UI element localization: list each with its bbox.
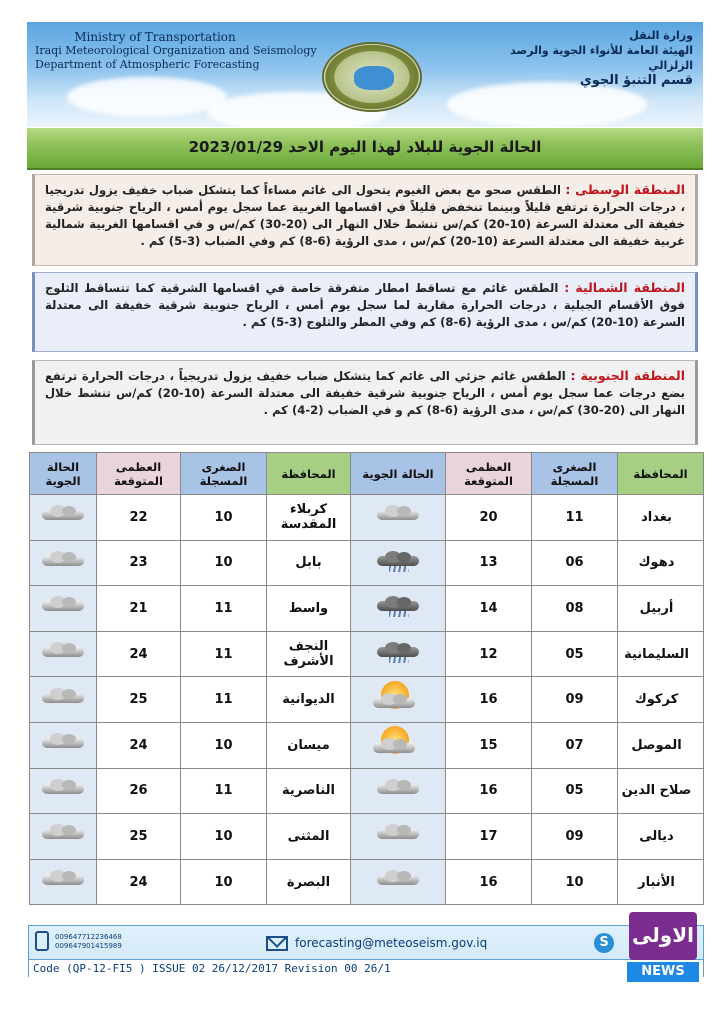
header-english — [35, 30, 317, 72]
condition-cell — [30, 677, 97, 723]
max-temp-cell: 16 — [446, 859, 532, 905]
governorate-cell: ديالى — [618, 814, 704, 860]
cloud-icon — [34, 778, 92, 800]
min-temp-cell: 11 — [181, 586, 267, 632]
condition-cell — [30, 495, 97, 541]
forecast-table — [29, 452, 704, 905]
region-north — [32, 272, 698, 352]
cloud-icon — [369, 869, 427, 891]
sun-cloud-icon — [369, 726, 427, 760]
max-temp-cell: 16 — [446, 768, 532, 814]
table-row — [30, 814, 704, 860]
max-temp-cell: 17 — [446, 814, 532, 860]
condition-cell — [351, 768, 446, 814]
governorate-cell: البصرة — [267, 859, 351, 905]
max-temp-cell: 16 — [446, 677, 532, 723]
header-gov: المحافظة — [618, 453, 704, 495]
governorate-cell: بابل — [267, 540, 351, 586]
header-max: العظمى المتوقعة — [446, 453, 532, 495]
max-temp-cell: 21 — [97, 586, 181, 632]
header-min: الصغرى المسجلة — [181, 453, 267, 495]
min-temp-cell: 11 — [181, 631, 267, 677]
min-temp-cell: 11 — [181, 677, 267, 723]
governorate-cell: دهوك — [618, 540, 704, 586]
header-cond: الحالة الجوية — [30, 453, 97, 495]
table-row — [30, 768, 704, 814]
cloud-icon — [369, 504, 427, 526]
cloud-icon — [34, 869, 92, 891]
department-name-en: Department of Atmospheric Forecasting — [35, 58, 260, 71]
phone-number: 009647712236468 — [55, 933, 122, 941]
news-watermark-logo — [627, 912, 699, 984]
skype-icon: S — [594, 933, 614, 953]
min-temp-cell: 09 — [532, 814, 618, 860]
cloud-icon — [34, 595, 92, 617]
governorate-cell: الناصرية — [267, 768, 351, 814]
governorate-cell: صلاح الدين — [618, 768, 704, 814]
phone-icon — [35, 931, 49, 951]
condition-cell — [351, 722, 446, 768]
table-row — [30, 859, 704, 905]
header-min: الصغرى المسجلة — [532, 453, 618, 495]
condition-cell — [351, 495, 446, 541]
governorate-cell: النجف الأشرف — [267, 631, 351, 677]
organization-name-ar: الهيئة العامة للأنواء الجوية والرصد الزلزالي — [510, 44, 693, 72]
governorate-cell: السليمانية — [618, 631, 704, 677]
news-label: NEWS — [627, 962, 699, 982]
cloud-icon — [369, 778, 427, 800]
region-north-text: الطقس غائم مع تساقط امطار متفرقة خاصة في اقسامها الشرقية كما تتساقط الثلوج فوق الأقسام الجبلية ، درجات الحرارة مقاربة لما سجل يوم أمس ، الرياح جنوبية شرقية خفيفة الى معتدلة السرعة (10-20) كم/س ، مدى الرؤية (6-8) كم وفي المطر والثلوج (3-5) كم . — [45, 281, 685, 329]
title-bar — [27, 128, 703, 170]
region-central-name: المنطقة الوسطى : — [565, 182, 685, 197]
rain-cloud-icon — [369, 595, 427, 617]
governorate-cell: ميسان — [267, 722, 351, 768]
header-max: العظمى المتوقعة — [97, 453, 181, 495]
cloud-icon — [34, 687, 92, 709]
max-temp-cell: 15 — [446, 722, 532, 768]
governorate-cell: الموصل — [618, 722, 704, 768]
condition-cell — [30, 631, 97, 677]
governorate-cell: المثنى — [267, 814, 351, 860]
cloud-icon — [34, 550, 92, 572]
min-temp-cell: 10 — [181, 540, 267, 586]
cloud-icon — [34, 641, 92, 663]
condition-cell — [30, 768, 97, 814]
region-north-name: المنطقة الشمالية : — [564, 280, 685, 295]
cloud-decoration — [447, 82, 647, 127]
min-temp-cell: 10 — [181, 495, 267, 541]
email-address: forecasting@meteoseism.gov.iq — [295, 936, 488, 950]
min-temp-cell: 10 — [181, 722, 267, 768]
min-temp-cell: 05 — [532, 768, 618, 814]
governorate-cell: كركوك — [618, 677, 704, 723]
max-temp-cell: 12 — [446, 631, 532, 677]
min-temp-cell: 10 — [532, 859, 618, 905]
table-row — [30, 631, 704, 677]
condition-cell — [351, 814, 446, 860]
min-temp-cell: 10 — [181, 814, 267, 860]
page-title: الحالة الجوية للبلاد لهذا اليوم الاحد 2023/01/29 — [188, 138, 542, 156]
max-temp-cell: 26 — [97, 768, 181, 814]
condition-cell — [30, 540, 97, 586]
header-arabic — [493, 28, 693, 88]
condition-cell — [351, 631, 446, 677]
governorate-cell: أربيل — [618, 586, 704, 632]
max-temp-cell: 23 — [97, 540, 181, 586]
table-row — [30, 722, 704, 768]
rain-cloud-icon — [369, 641, 427, 663]
max-temp-cell: 24 — [97, 631, 181, 677]
min-temp-cell: 10 — [181, 859, 267, 905]
rain-cloud-icon — [369, 550, 427, 572]
max-temp-cell: 14 — [446, 586, 532, 632]
phone-number: 009647901415989 — [55, 942, 122, 950]
max-temp-cell: 24 — [97, 722, 181, 768]
ministry-name-ar: وزارة النقل — [629, 29, 693, 42]
min-temp-cell: 11 — [181, 768, 267, 814]
condition-cell — [30, 859, 97, 905]
max-temp-cell: 25 — [97, 677, 181, 723]
max-temp-cell: 24 — [97, 859, 181, 905]
mail-icon — [266, 936, 288, 951]
region-central — [32, 174, 698, 266]
governorate-cell: كربلاء المقدسة — [267, 495, 351, 541]
organization-logo-icon — [322, 42, 422, 112]
region-south-name: المنطقة الجنوبية : — [570, 368, 685, 383]
condition-cell — [351, 586, 446, 632]
governorate-cell: الأنبار — [618, 859, 704, 905]
header-cond: الحالة الجوية — [351, 453, 446, 495]
cloud-icon — [369, 823, 427, 845]
condition-cell — [351, 540, 446, 586]
brand-logo: الاولى — [629, 912, 697, 960]
min-temp-cell: 05 — [532, 631, 618, 677]
min-temp-cell: 06 — [532, 540, 618, 586]
condition-cell — [30, 814, 97, 860]
condition-cell — [351, 677, 446, 723]
max-temp-cell: 13 — [446, 540, 532, 586]
governorate-cell: بغداد — [618, 495, 704, 541]
document-header — [27, 22, 703, 127]
min-temp-cell: 07 — [532, 722, 618, 768]
cloud-icon — [34, 504, 92, 526]
cloud-icon — [34, 823, 92, 845]
min-temp-cell: 08 — [532, 586, 618, 632]
department-name-ar: قسم التنبؤ الجوي — [579, 73, 693, 88]
condition-cell — [30, 722, 97, 768]
header-gov: المحافظة — [267, 453, 351, 495]
table-row — [30, 495, 704, 541]
min-temp-cell: 11 — [532, 495, 618, 541]
max-temp-cell: 20 — [446, 495, 532, 541]
cloud-decoration — [67, 77, 227, 117]
table-row — [30, 677, 704, 723]
region-central-text: الطقس صحو مع بعض الغيوم يتحول الى غائم مساءاً كما يتشكل ضباب خفيف يزول تدريجيا ، درجات الحرارة ترتفع قليلاً وبينما تنخفض قليلاً في اقسامها الغربية عما سجل يوم أمس ، الرياح جنوبية شرقية خفيفة الى معتدلة السرعة (10-20) كم/س تنشط خلال النهار الى (20-30) كم/س و في اقسامها الغربية شمالية غربية خفيفة الى معتدلة السرعة (10-20) كم/س ، مدى الرؤية (6-8) كم وفي الضباب (3-5) كم . — [45, 183, 686, 248]
min-temp-cell: 09 — [532, 677, 618, 723]
cloud-icon — [34, 732, 92, 754]
governorate-cell: واسط — [267, 586, 351, 632]
table-row — [30, 586, 704, 632]
governorate-cell: الديوانية — [267, 677, 351, 723]
organization-name-en: Iraqi Meteorological Organization and Seismology — [35, 44, 317, 57]
table-header-row — [30, 453, 704, 495]
document-footer — [28, 925, 704, 977]
ministry-name-en: Ministry of Transportation — [74, 30, 236, 44]
max-temp-cell: 25 — [97, 814, 181, 860]
table-row — [30, 540, 704, 586]
document-code: Code (QP-12-FI5 ) ISSUE 02 26/12/2017 Revision 00 26/1 — [29, 959, 703, 977]
region-south — [32, 360, 698, 445]
condition-cell — [351, 859, 446, 905]
max-temp-cell: 22 — [97, 495, 181, 541]
phone-numbers — [55, 933, 195, 951]
condition-cell — [30, 586, 97, 632]
region-south-text: الطقس غائم جزئي الى غائم كما يتشكل ضباب خفيف يزول تدريجياً ، درجات الحرارة ترتفع بضع درجات عما سجل يوم أمس ، الرياح جنوبية شرقية خفيفة الى معتدلة السرعة (10-20) كم/س تنشط خلال النهار الى (20-30) كم/س ، مدى الرؤية (6-8) كم و في الضباب (2-4) كم . — [45, 369, 685, 417]
sun-cloud-icon — [369, 681, 427, 715]
